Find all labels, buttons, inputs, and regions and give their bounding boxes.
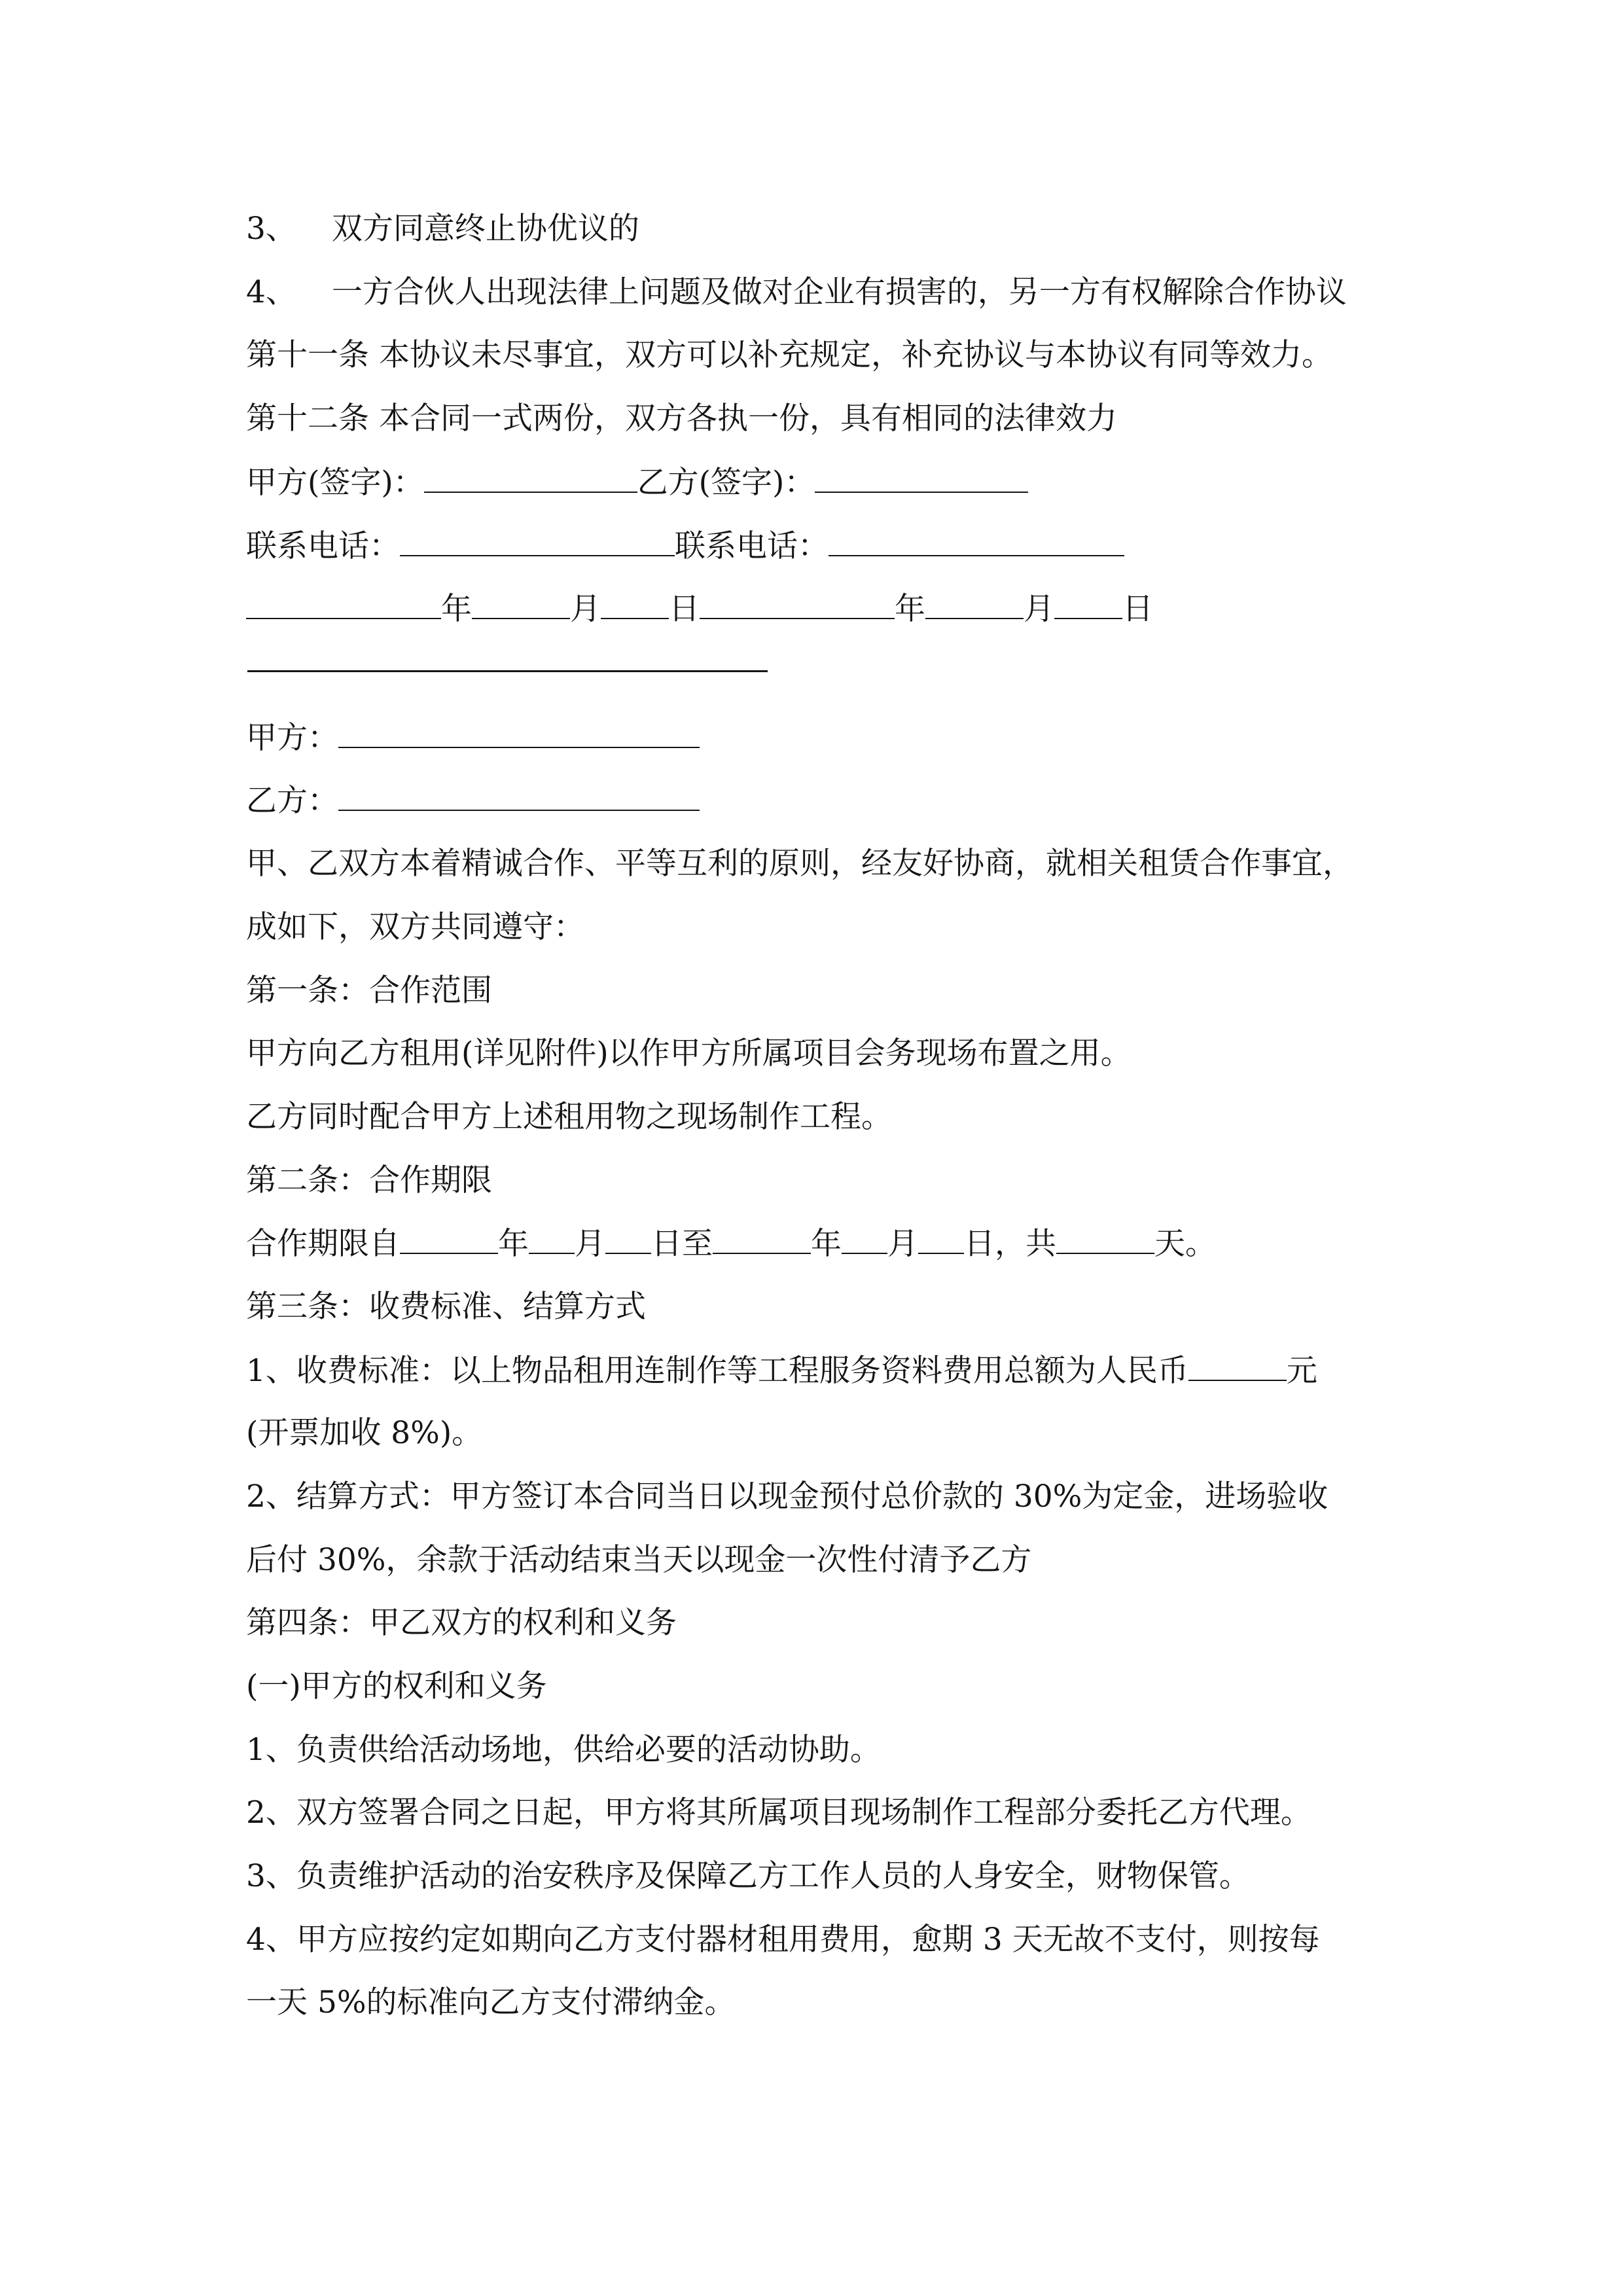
party-b-line: 乙方： xyxy=(246,781,700,820)
phone-line: 联系电话： 联系电话： xyxy=(246,526,1124,565)
day-blank xyxy=(1054,589,1122,619)
article-11: 第十一条 本协议未尽事宜，双方可以补充规定，补充协议与本协议有同等效力。 xyxy=(246,337,1332,373)
fee-amount-blank xyxy=(1188,1351,1287,1381)
article-4-title: 第四条：甲乙双方的权利和义务 xyxy=(246,1605,677,1641)
start-month-blank xyxy=(529,1224,575,1254)
article-4-item-2: 2、双方签署合同之日起，甲方将其所属项目现场制作工程部分委托乙方代理。 xyxy=(246,1795,1311,1831)
party-b-name-blank xyxy=(338,781,700,811)
article-4-item-4-line-1: 4、甲方应按约定如期向乙方支付器材租用费用，愈期 3 天无故不支付，则按每 xyxy=(246,1922,1320,1958)
clause-item-4: 4、 一方合伙人出现法律上问题及做对企业有损害的，另一方有权解除合作协议 xyxy=(246,274,1347,310)
clause-item-3: 3、 双方同意终止协优议的 xyxy=(246,211,639,247)
party-a-line: 甲方： xyxy=(246,718,700,757)
article-4-item-1: 1、负责供给活动场地，供给必要的活动协助。 xyxy=(246,1732,881,1768)
signature-line: 甲方(签字)： 乙方(签字)： xyxy=(246,463,1028,502)
article-3-fee-line-1: 1、收费标准：以上物品租用连制作等工程服务资料费用总额为人民币 元 xyxy=(246,1351,1317,1390)
article-1-paragraph-1: 甲方向乙方租用(详见附件)以作甲方所属项目会务现场布置之用。 xyxy=(246,1035,1132,1071)
article-2-period: 合作期限自 年 月 日至 年 月 日，共 天。 xyxy=(246,1224,1216,1263)
phone-b-blank xyxy=(829,526,1124,556)
article-4-item-3: 3、负责维护活动的治安秩序及保障乙方工作人员的人身安全，财物保管。 xyxy=(246,1858,1250,1894)
end-day-blank xyxy=(918,1224,964,1254)
article-4-subtitle-1: (一)甲方的权利和义务 xyxy=(246,1668,547,1704)
article-3-settlement-line-2: 后付 30%，余款于活动结束当天以现金一次性付清予乙方 xyxy=(246,1542,1032,1578)
intro-line-2: 成如下，双方共同遵守： xyxy=(246,909,584,945)
party-a-name-blank xyxy=(338,718,700,748)
date-line: 年 月 日 年 月 日 xyxy=(246,589,1153,628)
phone-a-blank xyxy=(400,526,675,556)
month-blank xyxy=(925,589,1024,619)
end-month-blank xyxy=(842,1224,887,1254)
party-b-signature-blank xyxy=(815,463,1028,493)
day-blank xyxy=(601,589,669,619)
start-year-blank xyxy=(400,1224,498,1254)
intro-line-1: 甲、乙双方本着精诚合作、平等互利的原则，经友好协商，就相关租赁合作事宜， xyxy=(246,846,1353,882)
article-3-settlement-line-1: 2、结算方式：甲方签订本合同当日以现金预付总价款的 30%为定金，进场验收 xyxy=(246,1479,1329,1515)
article-3-title: 第三条：收费标准、结算方式 xyxy=(246,1289,646,1325)
year-blank xyxy=(700,589,895,619)
article-4-item-4-line-2: 一天 5%的标准向乙方支付滞纳金。 xyxy=(246,1984,736,2020)
end-year-blank xyxy=(713,1224,811,1254)
total-days-blank xyxy=(1056,1224,1154,1254)
article-1-paragraph-2: 乙方同时配合甲方上述租用物之现场制作工程。 xyxy=(246,1099,892,1135)
party-a-signature-blank xyxy=(424,463,637,493)
month-blank xyxy=(472,589,570,619)
article-2-title: 第二条：合作期限 xyxy=(246,1162,492,1198)
section-divider xyxy=(247,670,768,672)
article-3-fee-line-2: (开票加收 8%)。 xyxy=(246,1415,483,1451)
article-12: 第十二条 本合同一式两份，双方各执一份，具有相同的法律效力 xyxy=(246,401,1117,437)
start-day-blank xyxy=(605,1224,651,1254)
article-1-title: 第一条：合作范围 xyxy=(246,973,492,1009)
year-blank xyxy=(246,589,441,619)
